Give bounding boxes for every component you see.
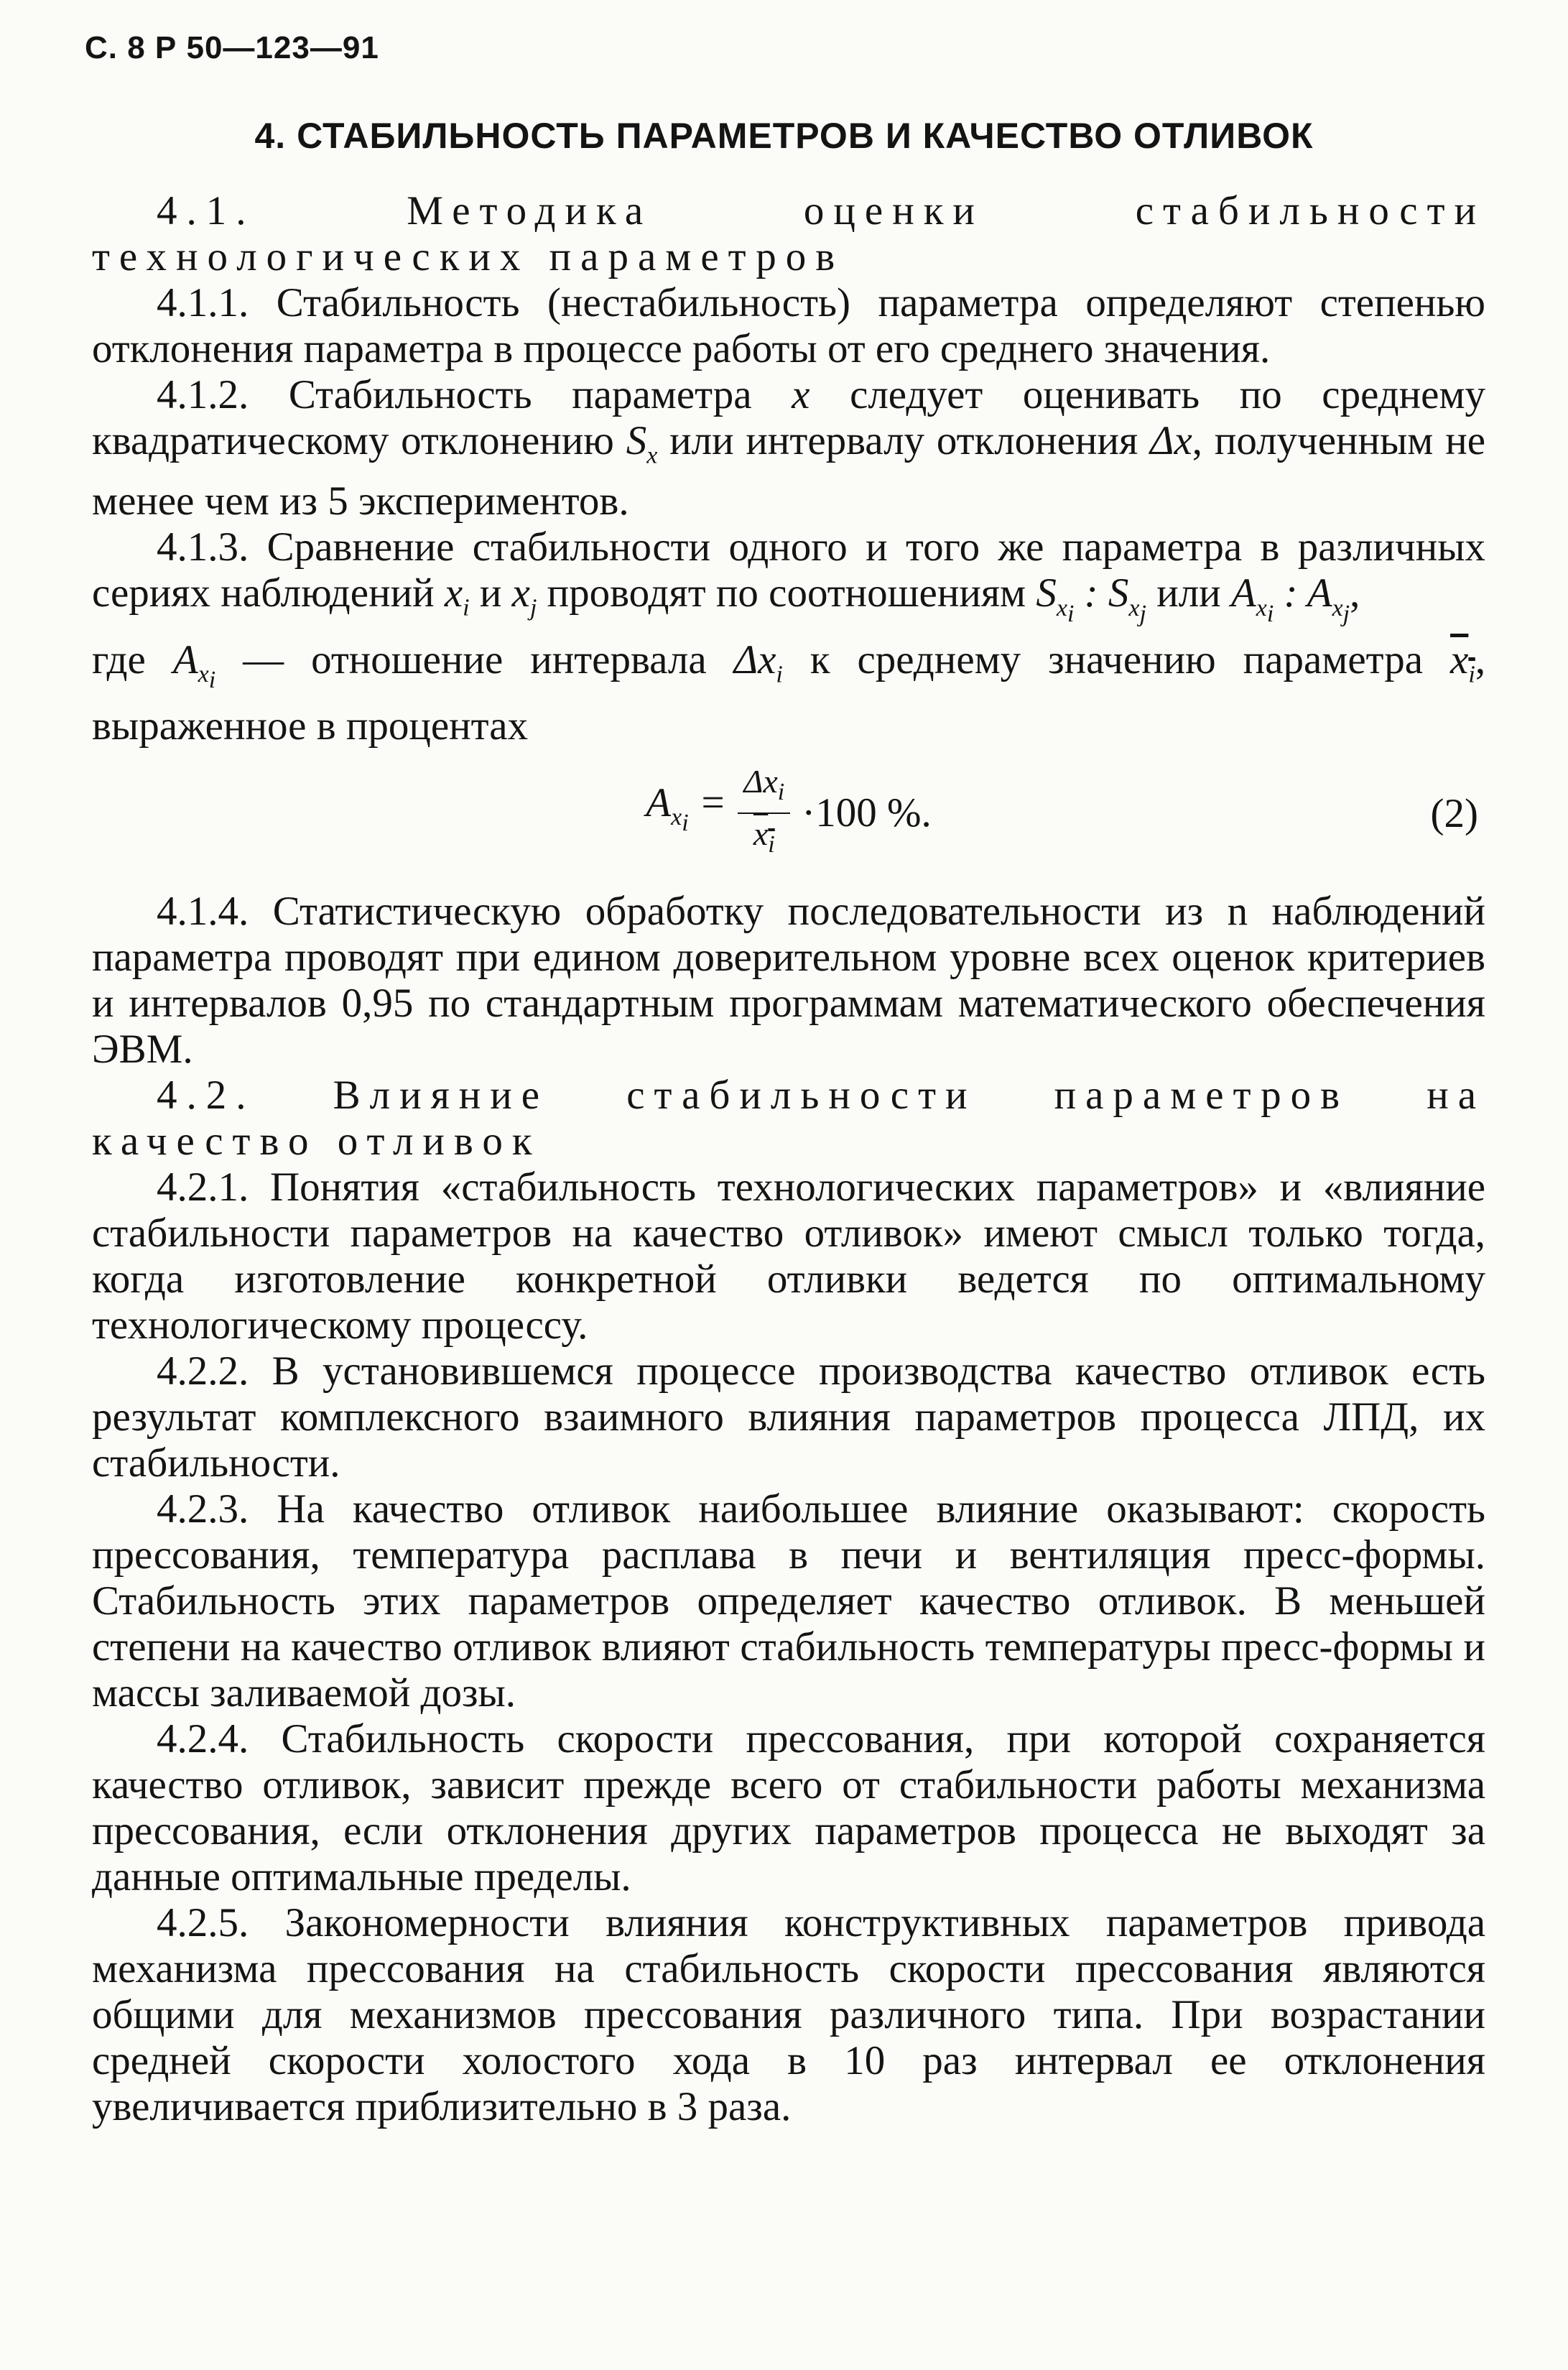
- ratio-s: $S_{x_i}$ : $S_{x_j}$: [1036, 570, 1146, 627]
- paragraph-4-2-4: 4.2.4. Стабильность скорости прессования, при которой сохраняется качество отливок, зависит прежде всего от стабильности работы механизма прессования, если отклонения других параметров процесса не выходят за данные оптимальные пределы.: [92, 1716, 1485, 1899]
- paragraph-4-2-5: 4.2.5. Закономерности влияния конструктивных параметров привода механизма прессования на стабильность скорости прессования являются общими для механизмов прессования различного типа. При возрастании средней скорости холостого хода в 10 раз интервал ее отклонения увеличивается приблизительно в 3 раза.: [92, 1899, 1485, 2129]
- paragraph-4-1-1: 4.1.1. Стабильность (нестабильность) параметра определяют степенью отклонения параметра в процессе работы от его среднего значения.: [92, 280, 1485, 371]
- paragraph-4-2-2: 4.2.2. В установившемся процессе производства качество отливок есть результат комплексного взаимного влияния параметров процесса ЛПД, их стабильности.: [92, 1348, 1485, 1486]
- p413-part-g: к среднему значению параметра: [809, 637, 1424, 682]
- paragraph-4-1-3-cont: [92, 637, 1485, 749]
- p412-part-d: полученным не менее чем из 5 экспериментов.: [92, 418, 1486, 524]
- subsection-heading-4-2: 4.2. Влияние стабильности параметров на качество отливок: [92, 1072, 1485, 1164]
- paragraph-4-2-3: 4.2.3. На качество отливок наибольшее влияние оказывают: скорость прессования, температура расплава в печи и вентиляция пресс-формы. Стабильность этих параметров определяет качество отливок. В меньшей степени на качество отливок влияют стабильность температуры пресс-формы и массы заливаемой дозы.: [92, 1486, 1485, 1716]
- p413-part-d: или: [1156, 570, 1221, 616]
- symbol-xi: $x_i$: [444, 570, 470, 621]
- p413-part-e: где: [92, 637, 146, 682]
- page-header: С. 8 Р 50—123—91: [85, 30, 379, 65]
- paragraph-4-1-3: 4.1.3. Сравнение стабильности одного и того же параметра в различных сериях наблюдений $x_i$ и $x_j$ проводят по соотношениям $S_{x_i}$ : $S_{x_j}$ или $A_{x_i}$ : $A_{x_j}$,: [92, 524, 1485, 627]
- paragraph-4-1-2: 4.1.2. Стабильность параметра x следует оценивать по среднему квадратическому отклонению $S_x$ или интервалу отклонения Δx, полученным не менее чем из 5 экспериментов.: [92, 372, 1486, 524]
- p413-part-c: проводят по соотношениям: [547, 570, 1026, 616]
- formula-lhs: $A_{x_i}$ =: [646, 779, 727, 836]
- body-text: [92, 188, 1485, 2130]
- symbol-delta-xi: $\Delta x_i$: [733, 637, 783, 688]
- formula-denominator: $x_i$: [753, 815, 775, 858]
- symbol-xj: $x_j$: [511, 570, 537, 621]
- ratio-a: $A_{x_i}$ : $A_{x_j}$: [1230, 570, 1350, 627]
- symbol-sx: $S_x$: [626, 418, 658, 469]
- formula-number: (2): [1430, 790, 1478, 836]
- formula-factor: ·100 %.: [802, 790, 932, 835]
- p413-part-f: — отношение интервала: [243, 637, 707, 682]
- p412-part-b: следует оценивать по среднему квадратическому отклонению: [92, 372, 1486, 463]
- formula-fraction: [738, 762, 790, 865]
- p413-part-a: 4.1.3. Сравнение стабильности одного и того же параметра в различных сериях наблюдений: [92, 524, 1485, 616]
- section-title: 4. СТАБИЛЬНОСТЬ ПАРАМЕТРОВ И КАЧЕСТВО ОТЛИВОК: [254, 116, 1314, 156]
- symbol-axi: $A_{x_i}$: [172, 637, 216, 693]
- p413-part-b: и: [479, 570, 502, 616]
- p413-part-h: , выраженное в процентах: [92, 637, 1486, 749]
- paragraph-4-2-1: 4.2.1. Понятия «стабильность технологических параметров» и «влияние стабильности параметров на качество отливок» имеют смысл только тогда, когда изготовление конкретной отливки ведется по оптимальному технологическому процессу.: [92, 1164, 1485, 1348]
- p412-part-c: или интервалу отклонения: [669, 418, 1138, 463]
- paragraph-4-1-4: 4.1.4. Статистическую обработку последовательности из n наблюдений параметра проводят при едином доверительном уровне всех оценок критериев и интервалов 0,95 по стандартным программам математического обеспечения ЭВМ.: [92, 888, 1485, 1072]
- symbol-xi-bar: $x_i$: [1450, 637, 1475, 688]
- p412-part-a: 4.1.2. Стабильность параметра: [157, 372, 752, 417]
- formula-2: [92, 759, 1485, 867]
- formula-numerator: $\Delta x_i$: [738, 762, 790, 814]
- subsection-heading-4-1: 4.1. Методика оценки стабильности технологических параметров: [92, 188, 1485, 279]
- symbol-delta-x: Δx: [1150, 418, 1192, 463]
- symbol-x: x: [792, 372, 810, 417]
